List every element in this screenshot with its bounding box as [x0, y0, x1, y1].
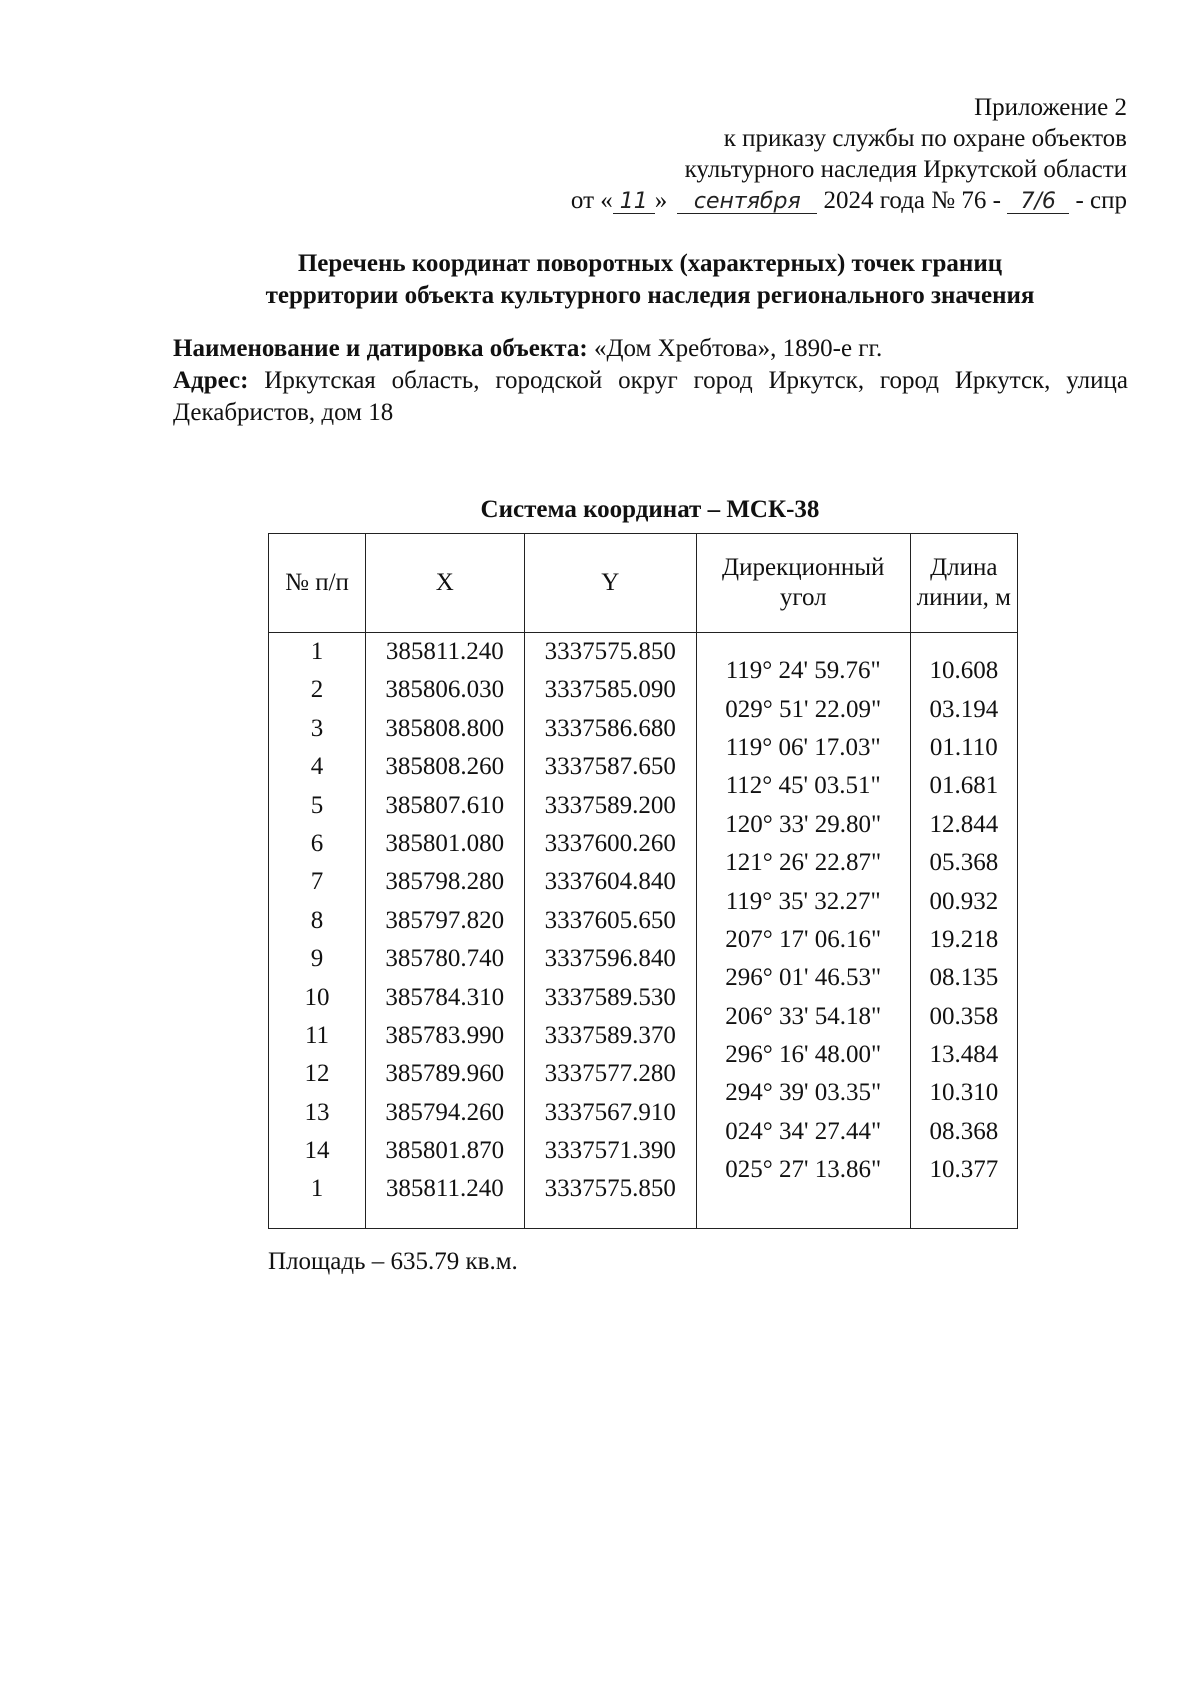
document-title	[0, 248, 1200, 312]
title-line-1: Перечень координат поворотных (характерных) точек границ	[297, 250, 1003, 277]
point-number-cell: 11	[304, 1021, 330, 1049]
object-name-value: «Дом Хребтова», 1890-е гг.	[587, 335, 883, 362]
date-prefix: от «	[570, 187, 613, 214]
object-info	[173, 333, 1128, 429]
point-number-cell: 2	[310, 676, 324, 704]
header-num: № п/п	[269, 534, 366, 633]
line-length-cell: 10.377	[929, 1156, 999, 1184]
x-coordinate-cell: 385797.820	[385, 906, 505, 934]
y-coordinate-cell: 3337587.650	[544, 753, 676, 781]
line-length-cell: 05.368	[929, 849, 999, 877]
direction-angle-list	[697, 633, 910, 1228]
line-length-cell: 00.358	[929, 1002, 999, 1030]
direction-angle-cell: 112° 45' 03.51"	[725, 772, 881, 800]
x-coordinate-cell: 385784.310	[385, 983, 505, 1011]
y-coordinate-cell: 3337605.650	[544, 906, 676, 934]
y-coordinate-cell: 3337596.840	[544, 945, 676, 973]
point-number-cell: 10	[304, 983, 330, 1011]
header-length: Длина линии, м	[910, 534, 1017, 633]
point-number-cell: 9	[310, 945, 324, 973]
x-coordinate-cell: 385806.030	[385, 676, 505, 704]
point-number-cell: 13	[304, 1098, 330, 1126]
x-coordinate-cell: 385794.260	[385, 1098, 505, 1126]
line-length-list	[911, 633, 1017, 1228]
date-year-text: 2024 года № 76 -	[817, 187, 1008, 214]
header-x: X	[366, 534, 525, 633]
direction-angle-cell: 296° 16' 48.00"	[725, 1041, 882, 1069]
x-coordinate-cell: 385801.080	[385, 829, 505, 857]
x-coordinate-list	[366, 633, 524, 1209]
object-address	[173, 365, 1128, 429]
point-number-cell: 8	[310, 906, 324, 934]
point-number-cell: 14	[304, 1137, 330, 1165]
header-y: Y	[524, 534, 696, 633]
line-length-cell: 13.484	[929, 1041, 999, 1069]
y-coordinate-cell: 3337586.680	[544, 714, 676, 742]
line-length-cell: 10.608	[929, 657, 999, 685]
line-length-cell: 12.844	[929, 810, 999, 838]
point-number-cell: 4	[310, 753, 324, 781]
direction-angle-cell: 121° 26' 22.87"	[725, 849, 882, 877]
point-number-cell: 6	[310, 829, 324, 857]
y-coordinate-cell: 3337571.390	[544, 1137, 676, 1165]
line-length-cell: 00.932	[929, 887, 999, 915]
length-column	[910, 633, 1017, 1229]
x-coordinate-cell: 385811.240	[385, 638, 504, 665]
line-length-cell: 01.110	[929, 733, 998, 761]
direction-angle-cell: 119° 24' 59.76"	[725, 657, 881, 685]
y-coordinate-cell: 3337589.370	[544, 1021, 676, 1049]
y-coordinate-list	[525, 633, 696, 1209]
x-coordinate-cell: 385783.990	[385, 1021, 505, 1049]
direction-angle-cell: 120° 33' 29.80"	[725, 810, 882, 838]
point-number-cell: 5	[310, 791, 324, 819]
x-coordinate-cell: 385811.240	[385, 1175, 504, 1203]
y-coordinate-cell: 3337589.530	[544, 983, 676, 1011]
line-length-cell: 03.194	[929, 695, 999, 723]
line-length-cell: 10.310	[929, 1079, 999, 1107]
angle-column	[696, 633, 910, 1229]
order-date-line	[571, 185, 1127, 216]
direction-angle-cell: 119° 35' 32.27"	[725, 887, 881, 915]
direction-angle-cell: 119° 06' 17.03"	[725, 733, 881, 761]
point-number-list	[269, 633, 365, 1209]
y-coordinate-cell: 3337575.850	[544, 638, 676, 665]
y-column	[524, 633, 696, 1229]
line-length-cell: 08.368	[929, 1117, 999, 1145]
point-number-cell: 1	[310, 638, 324, 665]
x-coordinate-cell: 385798.280	[385, 868, 505, 896]
table-header-row	[269, 534, 1018, 633]
x-coordinate-cell: 385789.960	[385, 1060, 505, 1088]
y-coordinate-cell: 3337604.840	[544, 868, 676, 896]
y-coordinate-cell: 3337589.200	[544, 791, 676, 819]
direction-angle-cell: 024° 34' 27.44"	[725, 1117, 882, 1145]
handwritten-order-number: 7/6	[1007, 191, 1069, 214]
object-name-label: Наименование и датировка объекта:	[173, 335, 588, 362]
appendix-order-line: к приказу службы по охране объектов	[723, 125, 1127, 152]
point-number-cell: 12	[304, 1060, 330, 1088]
x-column	[366, 633, 525, 1229]
x-coordinate-cell: 385780.740	[385, 945, 505, 973]
header-angle: Дирекционный угол	[696, 534, 910, 633]
y-coordinate-cell: 3337577.280	[544, 1060, 676, 1088]
line-length-cell: 08.135	[929, 964, 999, 992]
order-suffix: - спр	[1069, 187, 1127, 214]
direction-angle-cell: 206° 33' 54.18"	[725, 1002, 882, 1030]
appendix-header	[571, 92, 1127, 216]
x-coordinate-cell: 385808.800	[385, 714, 505, 742]
direction-angle-cell: 029° 51' 22.09"	[725, 695, 882, 723]
object-address-label: Адрес:	[173, 367, 249, 394]
y-coordinate-cell: 3337575.850	[544, 1175, 676, 1203]
date-mid: »	[654, 187, 668, 214]
point-number-cell: 1	[310, 1175, 324, 1203]
object-address-value: Иркутская область, городской округ город Иркутск, город Иркутск, улица Декабристов, дом 18	[173, 367, 1128, 426]
x-coordinate-cell: 385807.610	[385, 791, 505, 819]
point-number-cell: 3	[310, 714, 324, 742]
y-coordinate-cell: 3337600.260	[544, 829, 676, 857]
point-number-cell: 7	[310, 868, 324, 896]
x-coordinate-cell: 385808.260	[385, 753, 505, 781]
num-column	[269, 633, 366, 1229]
table-body-row	[269, 633, 1018, 1229]
line-length-cell: 01.681	[929, 772, 999, 800]
title-line-2: территории объекта культурного наследия регионального значения	[265, 282, 1035, 309]
area-total: Площадь – 635.79 кв.м.	[268, 1248, 518, 1275]
direction-angle-cell: 025° 27' 13.86"	[725, 1156, 882, 1184]
appendix-number: Приложение 2	[974, 94, 1127, 121]
y-coordinate-cell: 3337585.090	[544, 676, 676, 704]
x-coordinate-cell: 385801.870	[385, 1137, 505, 1165]
handwritten-day: 11	[613, 191, 655, 214]
table-caption: Система координат – МСК-38	[480, 496, 820, 523]
direction-angle-cell: 207° 17' 06.16"	[725, 925, 882, 953]
direction-angle-cell: 296° 01' 46.53"	[725, 964, 882, 992]
direction-angle-cell: 294° 39' 03.35"	[725, 1079, 882, 1107]
appendix-authority-line: культурного наследия Иркутской области	[684, 156, 1127, 183]
coordinates-table	[268, 533, 1018, 1229]
line-length-cell: 19.218	[929, 925, 999, 953]
object-name	[173, 333, 1128, 365]
y-coordinate-cell: 3337567.910	[544, 1098, 676, 1126]
handwritten-month: сентября	[677, 191, 817, 214]
